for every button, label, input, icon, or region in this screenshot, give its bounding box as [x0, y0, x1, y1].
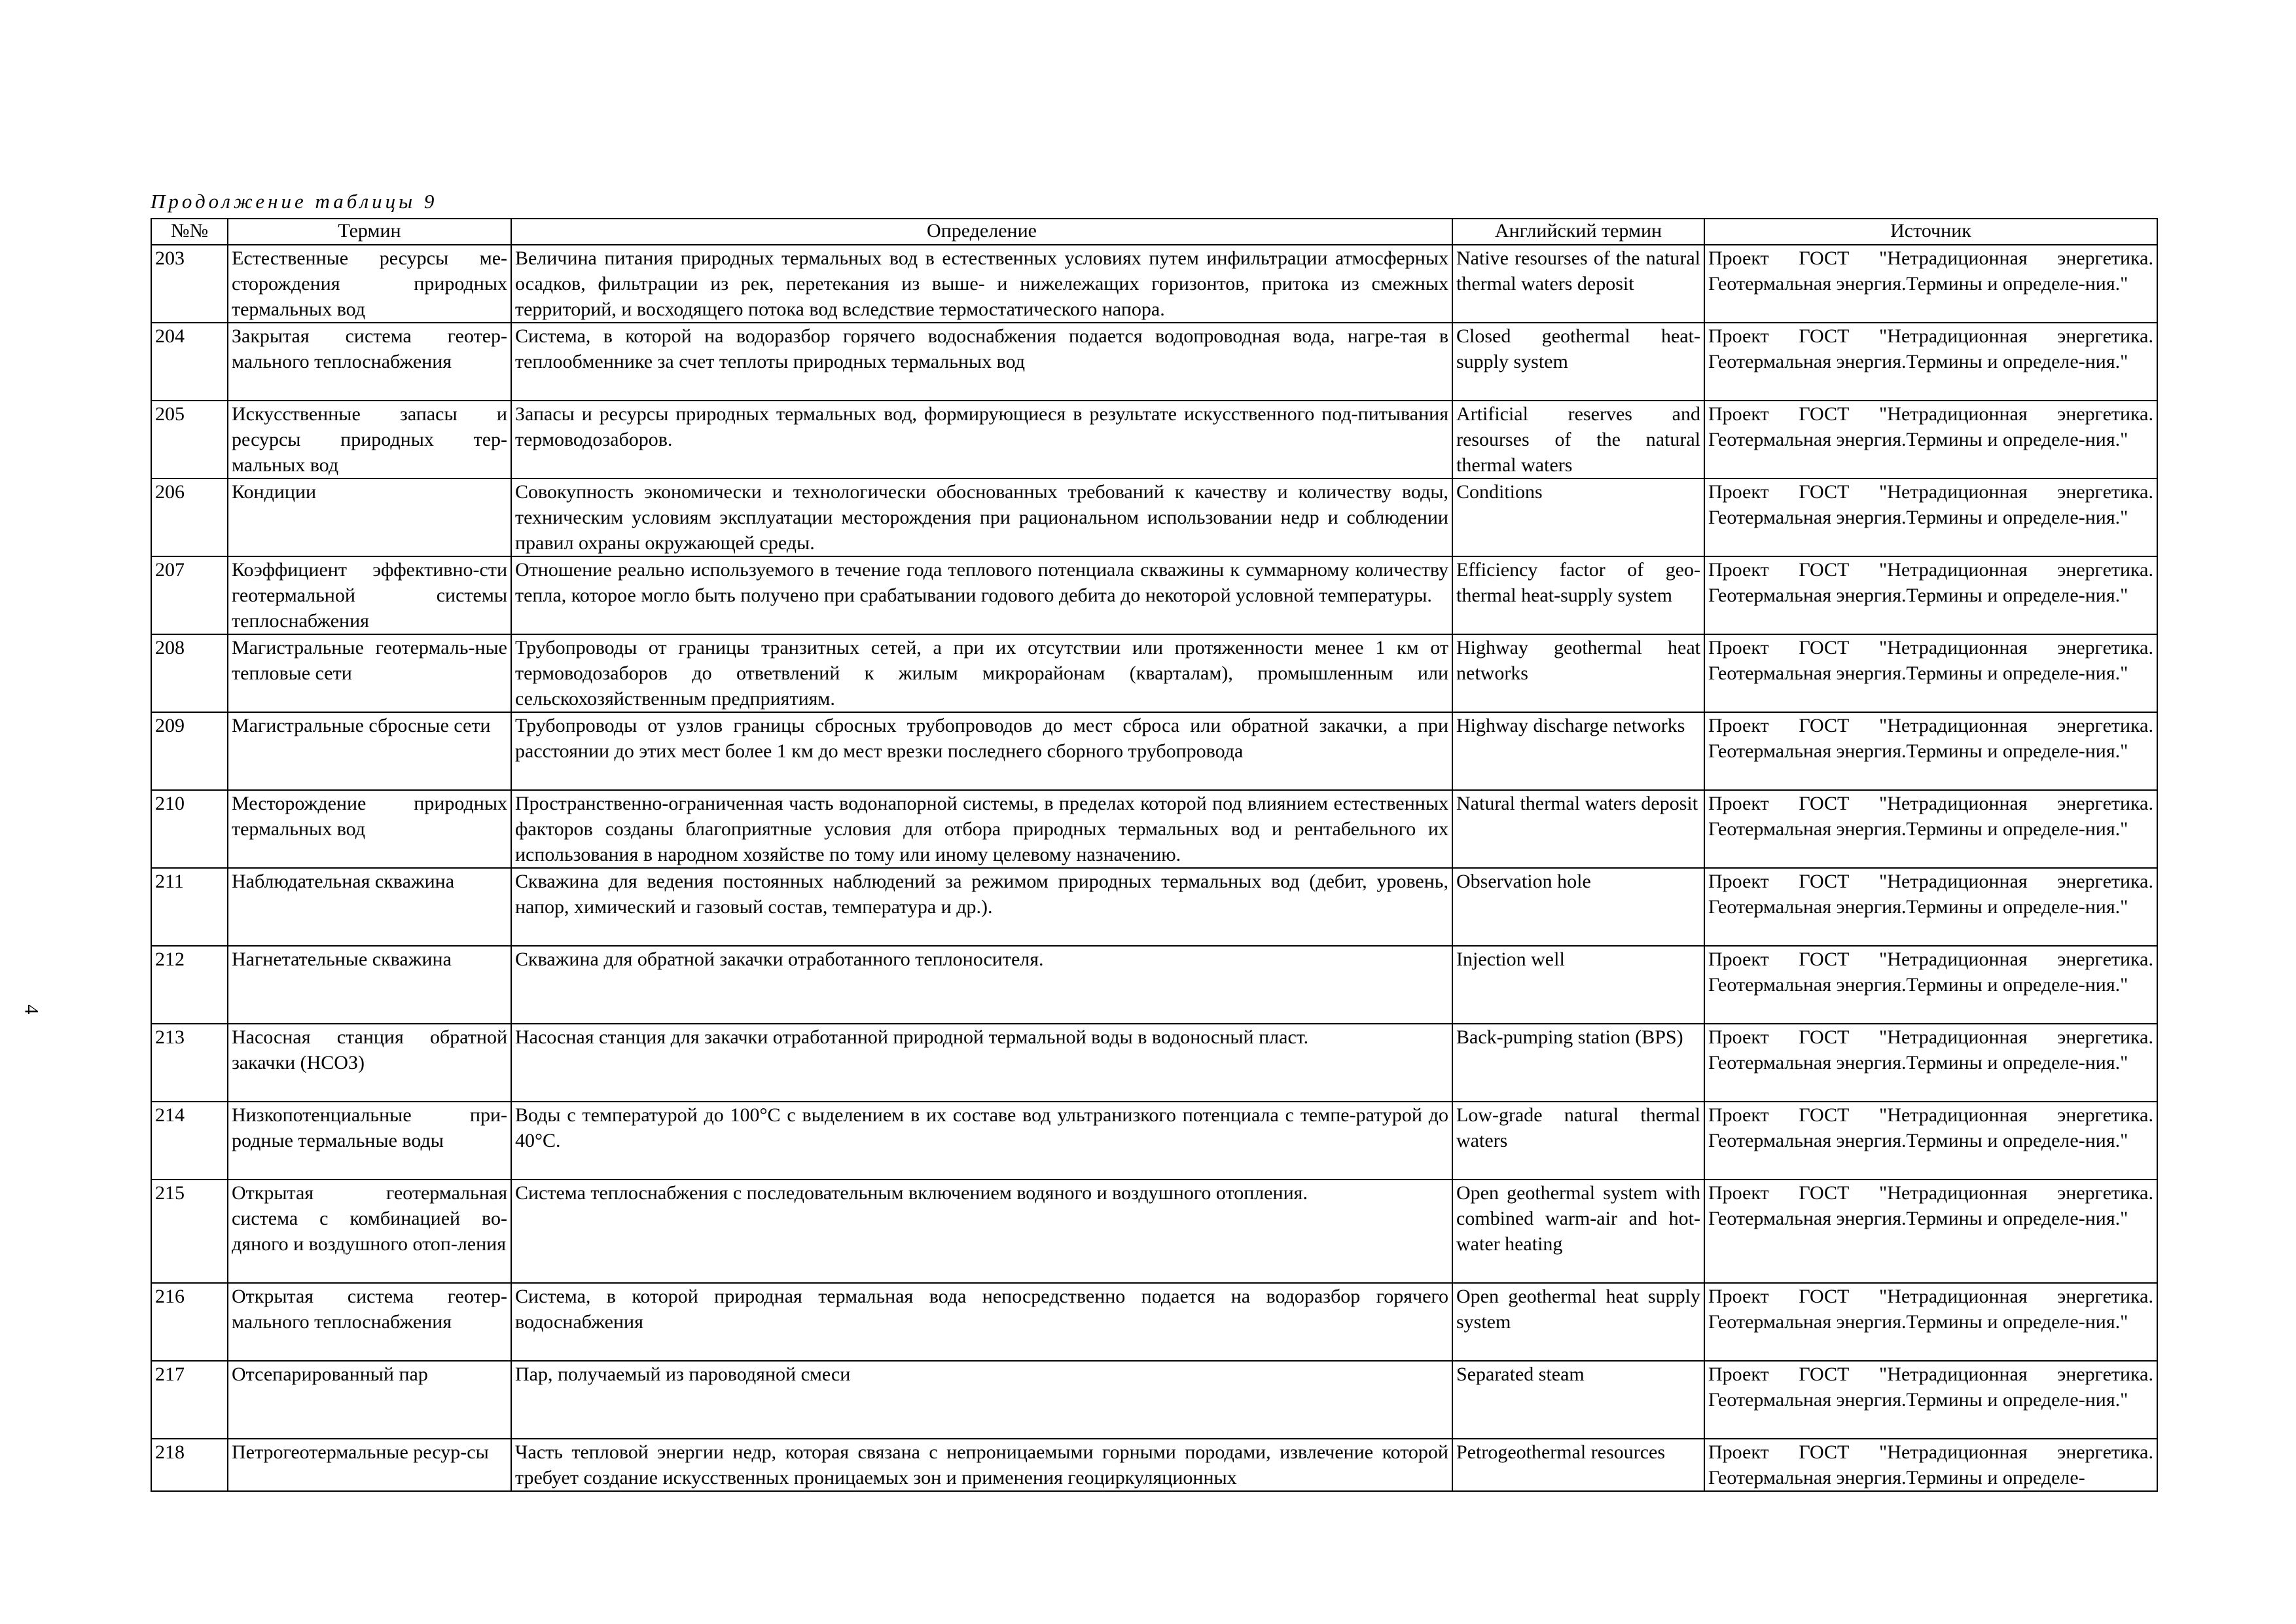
table-row: [151, 1283, 2157, 1361]
header-term: Термин: [228, 219, 511, 245]
definition-cell: Пар, получаемый из пароводяной смеси: [511, 1361, 1452, 1439]
term-cell: Месторождение природных термальных вод: [228, 790, 511, 868]
definition-cell: Трубопроводы от границы транзитных сетей, а при их отсутствии или протяженности менее 1 км от термоводозаборов до ответвлений к жилым микрорайонам (кварталам), промышленным или сельскохозяйственным предприятиям.: [511, 634, 1452, 712]
source-cell: Проект ГОСТ "Нетрадиционная энергетика. Геотермальная энергия.Термины и определе-ния.": [1704, 245, 2157, 323]
english-term-cell: Native resourses of the natural thermal waters deposit: [1452, 245, 1704, 323]
source-cell: Проект ГОСТ "Нетрадиционная энергетика. Геотермальная энергия.Термины и определе-ния.": [1704, 634, 2157, 712]
source-cell: Проект ГОСТ "Нетрадиционная энергетика. Геотермальная энергия.Термины и определе-ния.": [1704, 401, 2157, 478]
english-term-cell: Open geothermal heat supply system: [1452, 1283, 1704, 1361]
row-number: 208: [151, 634, 228, 712]
source-cell: Проект ГОСТ "Нетрадиционная энергетика. Геотермальная энергия.Термины и определе-ния.": [1704, 1283, 2157, 1361]
definition-cell: Запасы и ресурсы природных термальных вод, формирующиеся в результате искусственного под-питывания термоводозаборов.: [511, 401, 1452, 478]
english-term-cell: Highway geothermal heat networks: [1452, 634, 1704, 712]
table-row: [151, 245, 2157, 323]
table-row: [151, 868, 2157, 946]
table-row: [151, 1102, 2157, 1180]
source-cell: Проект ГОСТ "Нетрадиционная энергетика. Геотермальная энергия.Термины и определе-ния.": [1704, 556, 2157, 634]
table-caption: Продолжение таблицы 9: [151, 190, 438, 213]
row-number: 215: [151, 1180, 228, 1283]
row-number: 216: [151, 1283, 228, 1361]
terms-table: [151, 218, 2158, 1492]
row-number: 212: [151, 946, 228, 1024]
english-term-cell: Natural thermal waters deposit: [1452, 790, 1704, 868]
english-term-cell: Efficiency factor of geo-thermal heat-supply system: [1452, 556, 1704, 634]
source-cell: Проект ГОСТ "Нетрадиционная энергетика. Геотермальная энергия.Термины и определе-ния.": [1704, 1180, 2157, 1283]
row-number: 206: [151, 478, 228, 556]
source-cell: Проект ГОСТ "Нетрадиционная энергетика. Геотермальная энергия.Термины и определе-ния.": [1704, 868, 2157, 946]
term-cell: Открытая геотермальная система с комбинацией во-дяного и воздушного отоп-ления: [228, 1180, 511, 1283]
row-number: 205: [151, 401, 228, 478]
term-cell: Магистральные геотермаль-ные тепловые сети: [228, 634, 511, 712]
table-row: [151, 1180, 2157, 1283]
row-number: 217: [151, 1361, 228, 1439]
row-number: 214: [151, 1102, 228, 1180]
page-number: 4: [20, 1004, 43, 1015]
header-english-term: Английский термин: [1452, 219, 1704, 245]
definition-cell: Скважина для ведения постоянных наблюдений за режимом природных термальных вод (дебит, уровень, напор, химический и газовый состав, температура и др.).: [511, 868, 1452, 946]
english-term-cell: Open geothermal system with combined warm-air and hot-water heating: [1452, 1180, 1704, 1283]
row-number: 218: [151, 1439, 228, 1491]
table-row: [151, 1024, 2157, 1102]
definition-cell: Скважина для обратной закачки отработанного теплоносителя.: [511, 946, 1452, 1024]
table-row: [151, 478, 2157, 556]
definition-cell: Система, в которой природная термальная вода непосредственно подается на водоразбор горячего водоснабжения: [511, 1283, 1452, 1361]
term-cell: Нагнетательные скважина: [228, 946, 511, 1024]
term-cell: Искусственные запасы и ресурсы природных тер-мальных вод: [228, 401, 511, 478]
term-cell: Магистральные сбросные сети: [228, 712, 511, 790]
english-term-cell: Artificial reserves and resourses of the natural thermal waters: [1452, 401, 1704, 478]
english-term-cell: Highway discharge networks: [1452, 712, 1704, 790]
definition-cell: Система теплоснабжения с последовательным включением водяного и воздушного отопления.: [511, 1180, 1452, 1283]
english-term-cell: Petrogeothermal resources: [1452, 1439, 1704, 1491]
source-cell: Проект ГОСТ "Нетрадиционная энергетика. Геотермальная энергия.Термины и определе-ния.": [1704, 790, 2157, 868]
english-term-cell: Observation hole: [1452, 868, 1704, 946]
definition-cell: Величина питания природных термальных вод в естественных условиях путем инфильтрации атмосферных осадков, фильтрации из рек, перетекания из выше- и нижележащих горизонтов, притока из смежных территорий, и восходящего потока вод вследствие термостатического напора.: [511, 245, 1452, 323]
term-cell: Коэффициент эффективно-сти геотермальной системы теплоснабжения: [228, 556, 511, 634]
row-number: 204: [151, 323, 228, 401]
english-term-cell: Injection well: [1452, 946, 1704, 1024]
table-row: [151, 556, 2157, 634]
row-number: 211: [151, 868, 228, 946]
english-term-cell: Back-pumping station (BPS): [1452, 1024, 1704, 1102]
definition-cell: Пространственно-ограниченная часть водонапорной системы, в пределах которой под влиянием естественных факторов созданы благоприятные условия для отбора природных термальных вод и рентабельного их использования в народном хозяйстве по тому или иному целевому назначению.: [511, 790, 1452, 868]
table-row: [151, 790, 2157, 868]
definition-cell: Совокупность экономически и технологически обоснованных требований к качеству и количеству воды, техническим условиям эксплуатации месторождения при рациональном использовании недр и соблюдении правил охраны окружающей среды.: [511, 478, 1452, 556]
definition-cell: Воды с температурой до 100°С с выделением в их составе вод ультранизкого потенциала с темпе-ратурой до 40°С.: [511, 1102, 1452, 1180]
term-cell: Естественные ресурсы ме-сторождения природных термальных вод: [228, 245, 511, 323]
term-cell: Закрытая система геотер-мального теплоснабжения: [228, 323, 511, 401]
table-row: [151, 1361, 2157, 1439]
english-term-cell: Conditions: [1452, 478, 1704, 556]
row-number: 209: [151, 712, 228, 790]
source-cell: Проект ГОСТ "Нетрадиционная энергетика. Геотермальная энергия.Термины и определе-ния.": [1704, 478, 2157, 556]
definition-cell: Насосная станция для закачки отработанной природной термальной воды в водоносный пласт.: [511, 1024, 1452, 1102]
definition-cell: Система, в которой на водоразбор горячего водоснабжения подается водопроводная вода, нагре-тая в теплообменнике за счет теплоты природных термальных вод: [511, 323, 1452, 401]
term-cell: Открытая система геотер-мального теплоснабжения: [228, 1283, 511, 1361]
source-cell: Проект ГОСТ "Нетрадиционная энергетика. Геотермальная энергия.Термины и определе-ния.": [1704, 1024, 2157, 1102]
source-cell: Проект ГОСТ "Нетрадиционная энергетика. Геотермальная энергия.Термины и определе-ния.": [1704, 946, 2157, 1024]
row-number: 213: [151, 1024, 228, 1102]
source-cell: Проект ГОСТ "Нетрадиционная энергетика. Геотермальная энергия.Термины и определе-ния.": [1704, 323, 2157, 401]
header-row: [151, 219, 2157, 245]
english-term-cell: Closed geothermal heat-supply system: [1452, 323, 1704, 401]
source-cell: Проект ГОСТ "Нетрадиционная энергетика. Геотермальная энергия.Термины и определе-ния.": [1704, 1361, 2157, 1439]
row-number: 203: [151, 245, 228, 323]
table-row: [151, 712, 2157, 790]
header-definition: Определение: [511, 219, 1452, 245]
term-cell: Отсепарированный пар: [228, 1361, 511, 1439]
definition-cell: Трубопроводы от узлов границы сбросных трубопроводов до мест сброса или обратной закачки, а при расстоянии до этих мест более 1 км до мест врезки последнего сборного трубопровода: [511, 712, 1452, 790]
table-row: [151, 401, 2157, 478]
row-number: 210: [151, 790, 228, 868]
table-row: [151, 1439, 2157, 1491]
term-cell: Низкопотенциальные при-родные термальные воды: [228, 1102, 511, 1180]
source-cell: Проект ГОСТ "Нетрадиционная энергетика. Геотермальная энергия.Термины и определе-ния.": [1704, 712, 2157, 790]
table-row: [151, 946, 2157, 1024]
source-cell: Проект ГОСТ "Нетрадиционная энергетика. Геотермальная энергия.Термины и определе-: [1704, 1439, 2157, 1491]
source-cell: Проект ГОСТ "Нетрадиционная энергетика. Геотермальная энергия.Термины и определе-ния.": [1704, 1102, 2157, 1180]
term-cell: Кондиции: [228, 478, 511, 556]
table-row: [151, 634, 2157, 712]
row-number: 207: [151, 556, 228, 634]
header-number: №№: [151, 219, 228, 245]
table-row: [151, 323, 2157, 401]
term-cell: Петрогеотермальные ресур-сы: [228, 1439, 511, 1491]
header-source: Источник: [1704, 219, 2157, 245]
term-cell: Насосная станция обратной закачки (НСОЗ): [228, 1024, 511, 1102]
definition-cell: Часть тепловой энергии недр, которая связана с непроницаемыми горными породами, извлечение которой требует создание искусственных проницаемых зон и применения геоциркуляционных: [511, 1439, 1452, 1491]
term-cell: Наблюдательная скважина: [228, 868, 511, 946]
definition-cell: Отношение реально используемого в течение года теплового потенциала скважины к суммарному количеству тепла, которое могло быть получено при срабатывании годового дебита до некоторой условной температуры.: [511, 556, 1452, 634]
english-term-cell: Low-grade natural thermal waters: [1452, 1102, 1704, 1180]
english-term-cell: Separated steam: [1452, 1361, 1704, 1439]
